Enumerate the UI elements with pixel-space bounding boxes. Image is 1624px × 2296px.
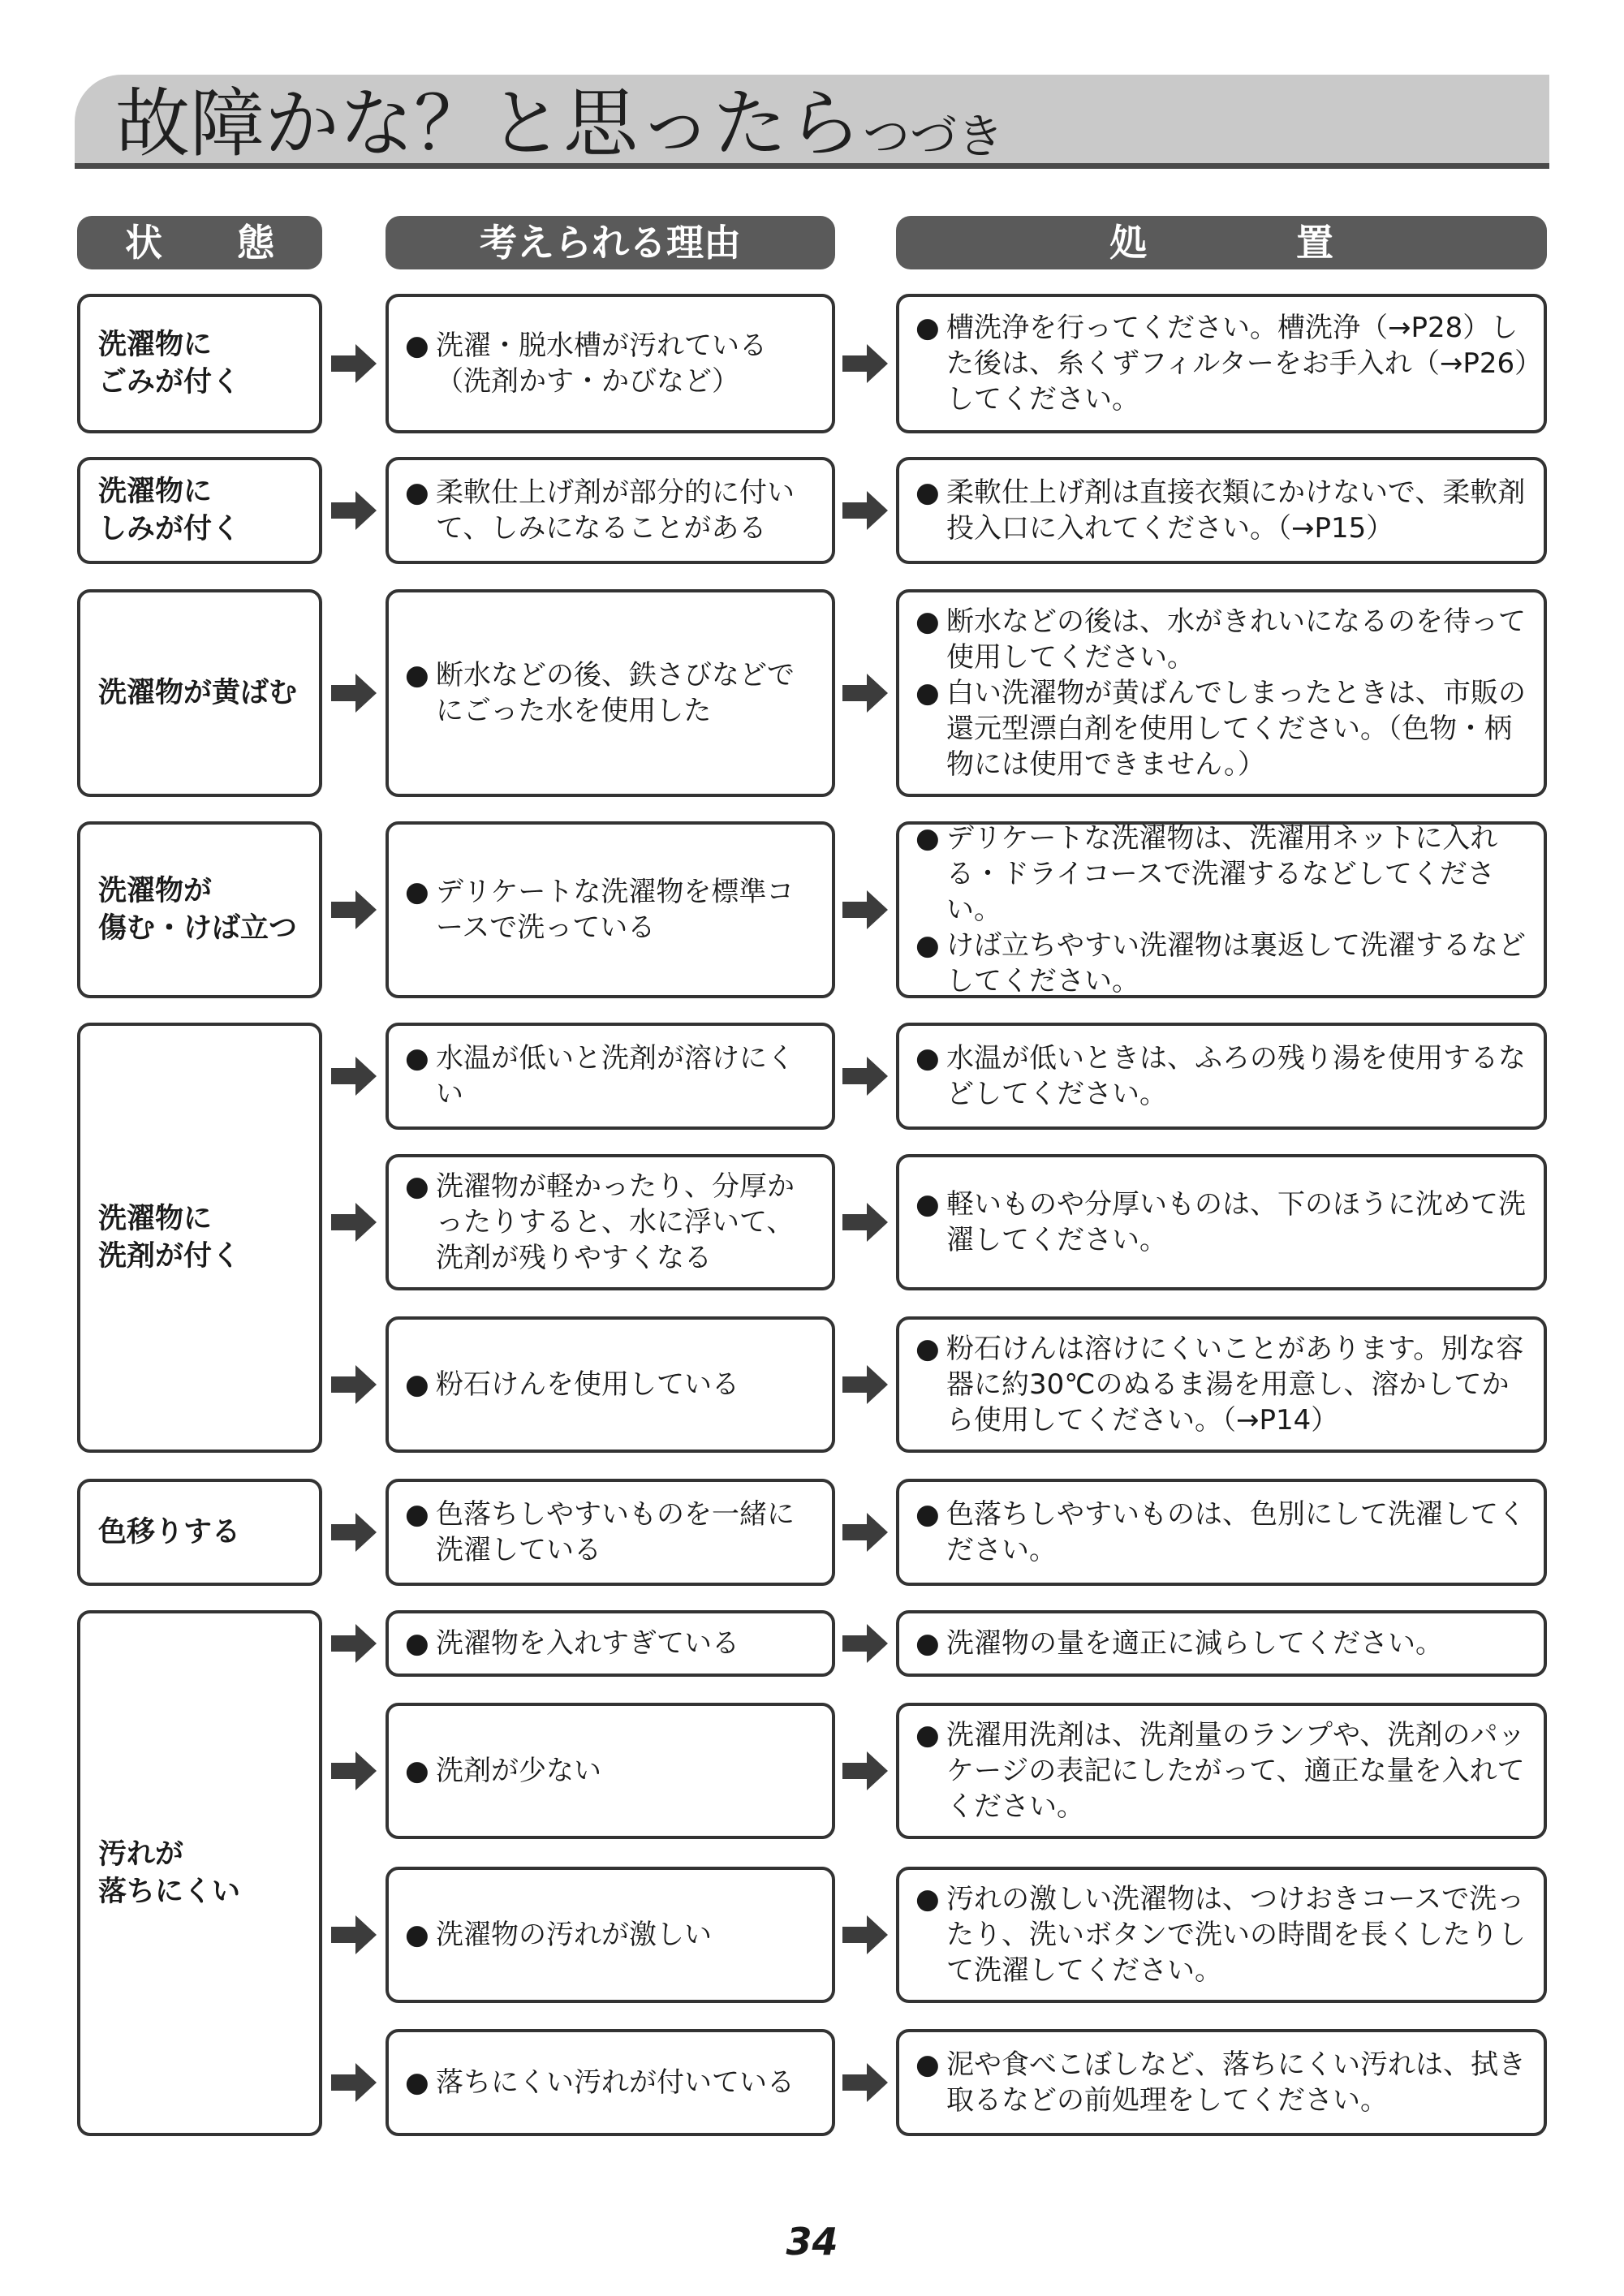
reason-line [436, 1367, 739, 1402]
right-arrow-icon [331, 344, 377, 383]
action-line: 汚れの激しい洗濯物は、つけおきコースで洗ったり、洗いボタンで洗いの時間を長くしたりして洗濯してください。 [946, 1883, 1526, 1987]
right-arrow-icon [331, 1751, 377, 1790]
state-line: 色移りする [98, 1516, 241, 1549]
action-bullet [915, 1626, 1443, 1661]
header-reason: 考えられる理由 [386, 216, 835, 269]
action-line: 水温が低いときは、ふろの残り湯を使用するなどしてください。 [946, 1042, 1526, 1110]
state-line: しみが付く [98, 513, 241, 545]
reason-line [436, 475, 821, 546]
reason-line [436, 1753, 601, 1789]
reason-line: 色落ちしやすいものを一緒に洗濯している [436, 1498, 795, 1566]
right-arrow-icon [331, 1915, 377, 1954]
bullet-icon: ● [405, 1919, 429, 1951]
action-text [915, 1881, 1532, 1988]
reason-line [436, 1626, 739, 1661]
right-arrow-icon [842, 2063, 888, 2102]
right-arrow-icon [842, 1751, 888, 1790]
right-arrow-icon [331, 890, 377, 929]
action-text [915, 1331, 1532, 1438]
reason-bullet [405, 1497, 821, 1568]
right-arrow-icon [331, 1203, 377, 1242]
reason-line [436, 1497, 821, 1568]
page-title: 故障かな？と思ったら [115, 80, 863, 167]
bullet-icon: ● [405, 1498, 429, 1531]
right-arrow-icon [842, 491, 888, 530]
state-cell [77, 294, 322, 433]
action-text [915, 604, 1532, 782]
reason-line [436, 1169, 821, 1276]
action-bullet [915, 475, 1532, 546]
reason-bullet [405, 1040, 821, 1112]
reason-line [436, 657, 821, 729]
bullet-icon: ● [405, 876, 429, 908]
reason-line [436, 874, 821, 946]
action-bullet [915, 928, 1532, 999]
reason-line: デリケートな洗濯物を標準コースで洗っている [436, 876, 795, 944]
reason-text [405, 1753, 601, 1789]
reason-bullet [405, 1626, 739, 1661]
state-label [98, 674, 297, 712]
reason-bullet [405, 1169, 821, 1276]
reason-line: 柔軟仕上げ剤が部分的に付いて、しみになることがある [436, 476, 795, 545]
right-arrow-icon [842, 674, 888, 713]
reason-line: （洗剤かす・かびなど） [436, 365, 739, 398]
bullet-icon: ● [405, 1755, 429, 1787]
action-bullet [915, 1717, 1532, 1824]
state-line: 洗濯物が黄ばむ [98, 677, 298, 709]
state-line: ごみが付く [98, 366, 241, 398]
right-arrow-icon [842, 1915, 888, 1954]
state-line: 傷む・けば立つ [98, 912, 298, 945]
action-cell [896, 294, 1547, 433]
action-cell [896, 1610, 1547, 1677]
action-bullet [915, 821, 1532, 928]
state-cell [77, 1023, 322, 1453]
state-label [98, 326, 240, 401]
bullet-icon: ● [915, 2048, 940, 2081]
bullet-icon: ● [915, 312, 940, 344]
state-cell [77, 457, 322, 564]
reason-line [436, 1917, 712, 1953]
reason-bullet [405, 475, 821, 546]
action-text [915, 1040, 1532, 1112]
right-arrow-icon [842, 1513, 888, 1552]
reason-bullet [405, 1367, 739, 1402]
action-line: 粉石けんは溶けにくいことがあります。別な容器に約30℃のぬるま湯を用意し、溶かしてから使用してください。（→P14） [946, 1333, 1524, 1437]
reason-bullet [405, 874, 821, 946]
reason-text [405, 1626, 739, 1661]
action-bullet [915, 1040, 1532, 1112]
reason-line: 落ちにくい汚れが付いている [436, 2066, 795, 2099]
action-cell [896, 589, 1547, 797]
bullet-icon: ● [915, 1883, 940, 1915]
action-cell [896, 1023, 1547, 1130]
state-label [98, 473, 240, 548]
reason-line [436, 2065, 795, 2100]
reason-line: 断水などの後、鉄さびなどでにごった水を使用した [436, 659, 795, 727]
reason-cell [386, 2029, 835, 2136]
reason-cell [386, 1610, 835, 1677]
action-bullet [915, 310, 1532, 417]
bullet-icon: ● [915, 476, 940, 509]
bullet-icon: ● [915, 1042, 940, 1075]
state-line: 洗濯物に [98, 1203, 213, 1235]
action-cell [896, 1316, 1547, 1453]
action-line: けば立ちやすい洗濯物は裏返して洗濯するなどしてください。 [946, 929, 1526, 997]
action-bullet [915, 1331, 1532, 1438]
reason-cell [386, 1023, 835, 1130]
reason-line: 洗濯物の汚れが激しい [436, 1919, 712, 1951]
reason-cell [386, 457, 835, 564]
state-cell [77, 821, 322, 998]
right-arrow-icon [842, 1203, 888, 1242]
action-text [915, 1187, 1532, 1258]
action-line: 洗濯物の量を適正に減らしてください。 [946, 1627, 1443, 1660]
reason-cell [386, 1867, 835, 2003]
right-arrow-icon [331, 1057, 377, 1096]
reason-line: 洗濯物が軽かったり、分厚かったりすると、水に浮いて、洗剤が残りやすくなる [436, 1170, 795, 1274]
bullet-icon: ● [405, 2066, 429, 2099]
reason-line [436, 1040, 821, 1112]
action-bullet [915, 675, 1532, 782]
state-cell [77, 1610, 322, 2136]
bullet-icon: ● [405, 1042, 429, 1075]
bullet-icon: ● [915, 1498, 940, 1531]
bullet-icon: ● [915, 822, 940, 855]
reason-line: 洗濯・脱水槽が汚れている [436, 330, 767, 362]
action-text [915, 475, 1532, 546]
reason-bullet [405, 1917, 712, 1953]
bullet-icon: ● [405, 1170, 429, 1203]
right-arrow-icon [331, 1365, 377, 1404]
bullet-icon: ● [405, 330, 429, 362]
reason-text [405, 475, 821, 546]
reason-text [405, 2065, 795, 2100]
action-text [915, 1717, 1532, 1824]
header-action: 処 置 [896, 216, 1547, 269]
state-line: 落ちにくい [98, 1876, 241, 1908]
right-arrow-icon [842, 1057, 888, 1096]
reason-line: 洗剤が少ない [436, 1755, 601, 1787]
action-line: 白い洗濯物が黄ばんでしまったときは、市販の還元型漂白剤を使用してください。（色物・柄物には使用できません。） [946, 677, 1526, 781]
action-bullet [915, 2047, 1532, 2118]
reason-cell [386, 294, 835, 433]
reason-line: 水温が低いと洗剤が溶けにくい [436, 1042, 795, 1110]
action-cell [896, 1703, 1547, 1839]
state-label [98, 1836, 240, 1910]
action-line: 槽洗浄を行ってください。槽洗浄（→P28）した後は、糸くずフィルターをお手入れ（→P26）してください。 [946, 312, 1529, 416]
action-bullet [915, 1881, 1532, 1988]
state-cell [77, 1479, 322, 1586]
page-subtitle: つづき [863, 109, 1005, 164]
bullet-icon: ● [915, 605, 940, 638]
action-text [915, 1626, 1443, 1661]
right-arrow-icon [331, 2063, 377, 2102]
action-bullet [915, 1497, 1532, 1568]
state-label [98, 1514, 240, 1551]
reason-bullet [405, 2065, 795, 2100]
reason-text [405, 657, 821, 729]
right-arrow-icon [331, 1624, 377, 1663]
right-arrow-icon [331, 674, 377, 713]
right-arrow-icon [842, 1365, 888, 1404]
action-cell [896, 2029, 1547, 2136]
reason-cell [386, 1154, 835, 1290]
right-arrow-icon [331, 1513, 377, 1552]
bullet-icon: ● [405, 476, 429, 509]
action-text [915, 2047, 1532, 2118]
action-bullet [915, 604, 1532, 675]
action-cell [896, 1867, 1547, 2003]
state-line: 洗濯物に [98, 476, 213, 508]
bullet-icon: ● [915, 1719, 940, 1751]
right-arrow-icon [842, 344, 888, 383]
action-cell [896, 1154, 1547, 1290]
reason-text [405, 1169, 821, 1276]
state-label [98, 872, 297, 947]
action-line: 泥や食べこぼしなど、落ちにくい汚れは、拭き取るなどの前処理をしてください。 [946, 2048, 1526, 2117]
reason-bullet [405, 328, 767, 399]
reason-line: 粉石けんを使用している [436, 1368, 739, 1401]
right-arrow-icon [842, 1624, 888, 1663]
state-line: 洗濯物に [98, 329, 213, 361]
action-bullet [915, 1187, 1532, 1258]
action-line: 洗濯用洗剤は、洗剤量のランプや、洗剤のパッケージの表記にしたがって、適正な量を入れてください。 [946, 1719, 1526, 1823]
action-cell [896, 821, 1547, 998]
reason-text [405, 328, 767, 399]
bullet-icon: ● [405, 1368, 429, 1401]
bullet-icon: ● [405, 1627, 429, 1660]
reason-text [405, 1040, 821, 1112]
state-line: 汚れが [98, 1838, 184, 1871]
action-line: 柔軟仕上げ剤は直接衣類にかけないで、柔軟剤投入口に入れてください。（→P15） [946, 476, 1526, 545]
bullet-icon: ● [915, 929, 940, 962]
bullet-icon: ● [405, 659, 429, 691]
header-state: 状 態 [77, 216, 322, 269]
reason-cell [386, 589, 835, 797]
bullet-icon: ● [915, 1333, 940, 1365]
action-cell [896, 457, 1547, 564]
reason-bullet [405, 1753, 601, 1789]
reason-bullet [405, 657, 821, 729]
bullet-icon: ● [915, 1627, 940, 1660]
bullet-icon: ● [915, 677, 940, 709]
reason-cell [386, 1703, 835, 1839]
action-line: デリケートな洗濯物は、洗濯用ネットに入れる・ドライコースで洗濯するなどしてください。 [946, 822, 1498, 926]
state-label [98, 1200, 240, 1275]
reason-line: 洗濯物を入れすぎている [436, 1627, 739, 1660]
reason-cell [386, 1479, 835, 1586]
right-arrow-icon [842, 890, 888, 929]
action-text [915, 1497, 1532, 1568]
state-line: 洗剤が付く [98, 1240, 241, 1273]
action-text [915, 310, 1532, 417]
reason-cell [386, 821, 835, 998]
action-cell [896, 1479, 1547, 1586]
reason-text [405, 1367, 739, 1402]
state-line: 洗濯物が [98, 875, 213, 907]
reason-cell [386, 1316, 835, 1453]
right-arrow-icon [331, 491, 377, 530]
action-line: 軽いものや分厚いものは、下のほうに沈めて洗濯してください。 [946, 1188, 1526, 1256]
action-line: 色落ちしやすいものは、色別にして洗濯してください。 [946, 1498, 1526, 1566]
bullet-icon: ● [915, 1188, 940, 1221]
state-cell [77, 589, 322, 797]
reason-text [405, 1917, 712, 1953]
reason-text [405, 874, 821, 946]
page-number: 34 [786, 2220, 838, 2264]
reason-line [436, 328, 767, 399]
action-text [915, 821, 1532, 999]
action-line: 断水などの後は、水がきれいになるのを待って使用してください。 [946, 605, 1526, 674]
reason-text [405, 1497, 821, 1568]
